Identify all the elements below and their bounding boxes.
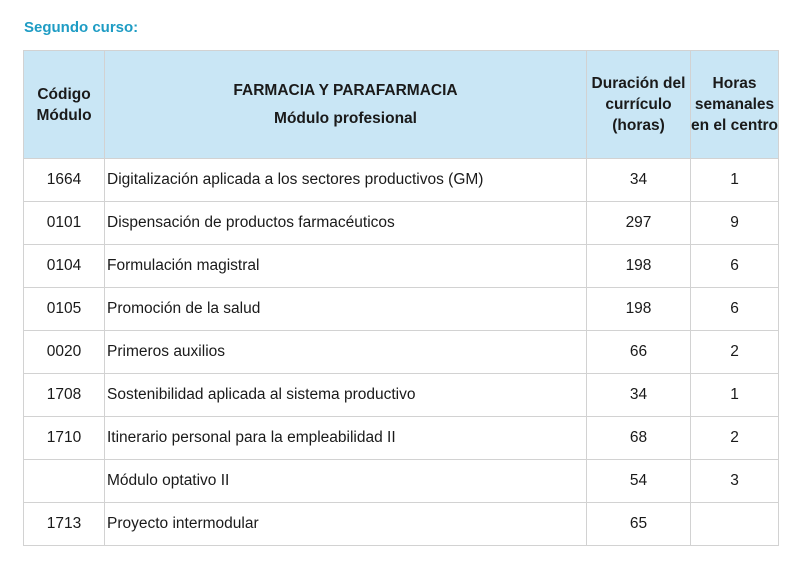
cell-weekly-hours: 6 bbox=[691, 288, 779, 331]
cell-module-name: Promoción de la salud bbox=[105, 288, 587, 331]
cell-module-name: Digitalización aplicada a los sectores productivos (GM) bbox=[105, 159, 587, 202]
header-duration: Duración del currículo (horas) bbox=[587, 51, 691, 159]
cell-module-name: Sostenibilidad aplicada al sistema productivo bbox=[105, 374, 587, 417]
cell-duration: 34 bbox=[587, 374, 691, 417]
table-row bbox=[24, 202, 779, 245]
cell-weekly-hours: 1 bbox=[691, 159, 779, 202]
curriculum-table bbox=[23, 50, 779, 546]
table-row bbox=[24, 159, 779, 202]
cell-weekly-hours: 3 bbox=[691, 460, 779, 503]
cell-duration: 68 bbox=[587, 417, 691, 460]
cell-duration: 34 bbox=[587, 159, 691, 202]
cell-code: 1664 bbox=[24, 159, 105, 202]
cell-module-name: Módulo optativo II bbox=[105, 460, 587, 503]
cell-code: 0101 bbox=[24, 202, 105, 245]
cell-module-name: Formulación magistral bbox=[105, 245, 587, 288]
cell-weekly-hours: 2 bbox=[691, 417, 779, 460]
cell-weekly-hours: 9 bbox=[691, 202, 779, 245]
cell-duration: 198 bbox=[587, 245, 691, 288]
cell-module-name: Itinerario personal para la empleabilidad II bbox=[105, 417, 587, 460]
cell-module-name: Proyecto intermodular bbox=[105, 503, 587, 546]
header-module-subtitle: Módulo profesional bbox=[274, 109, 417, 127]
cell-code: 0020 bbox=[24, 331, 105, 374]
table-header-row bbox=[24, 51, 779, 159]
header-module bbox=[105, 51, 587, 159]
cell-duration: 198 bbox=[587, 288, 691, 331]
cell-code: 1713 bbox=[24, 503, 105, 546]
cell-code: 1710 bbox=[24, 417, 105, 460]
header-weekly-hours: Horas semanales en el centro bbox=[691, 51, 779, 159]
header-module-family: FARMACIA Y PARAFARMACIA bbox=[233, 81, 458, 99]
cell-weekly-hours: 1 bbox=[691, 374, 779, 417]
section-title: Segundo curso: bbox=[24, 19, 139, 36]
cell-duration: 54 bbox=[587, 460, 691, 503]
table-row bbox=[24, 288, 779, 331]
cell-weekly-hours: 2 bbox=[691, 331, 779, 374]
table-row bbox=[24, 417, 779, 460]
cell-duration: 297 bbox=[587, 202, 691, 245]
cell-code bbox=[24, 460, 105, 503]
cell-duration: 65 bbox=[587, 503, 691, 546]
table-row bbox=[24, 374, 779, 417]
cell-code: 1708 bbox=[24, 374, 105, 417]
cell-code: 0105 bbox=[24, 288, 105, 331]
cell-weekly-hours: 6 bbox=[691, 245, 779, 288]
table-row bbox=[24, 460, 779, 503]
header-code: Código Módulo bbox=[24, 51, 105, 159]
table-row bbox=[24, 245, 779, 288]
cell-code: 0104 bbox=[24, 245, 105, 288]
table-row bbox=[24, 331, 779, 374]
table-row bbox=[24, 503, 779, 546]
cell-module-name: Primeros auxilios bbox=[105, 331, 587, 374]
cell-duration: 66 bbox=[587, 331, 691, 374]
cell-weekly-hours bbox=[691, 503, 779, 546]
cell-module-name: Dispensación de productos farmacéuticos bbox=[105, 202, 587, 245]
